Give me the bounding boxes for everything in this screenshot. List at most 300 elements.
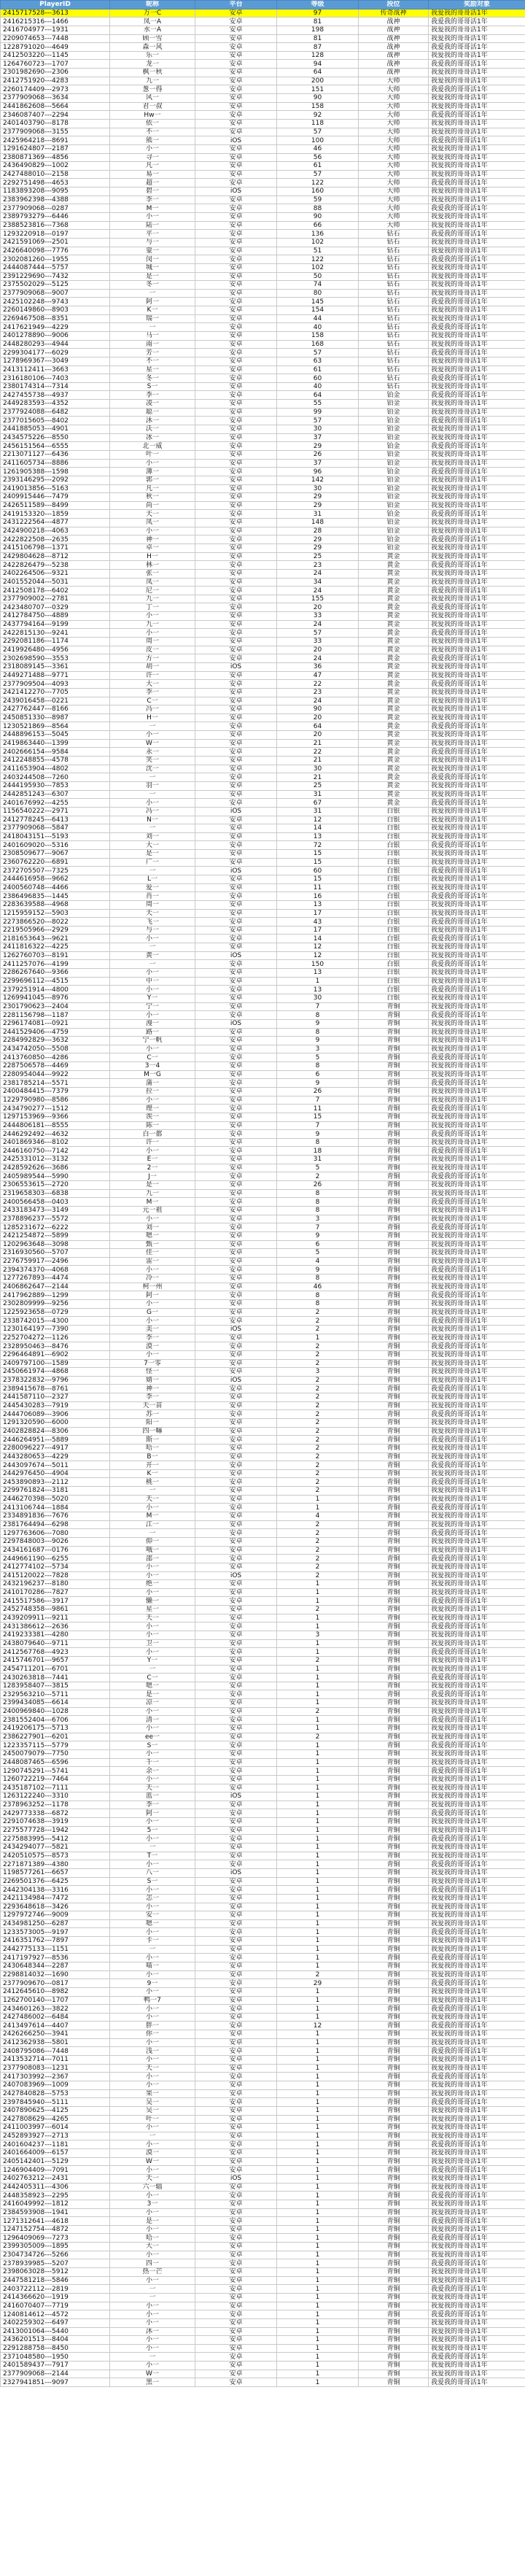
nickname-cell[interactable]: 叶一	[110, 2115, 195, 2124]
player-id-cell[interactable]: 1297153969---9366	[1, 1113, 110, 1121]
nickname-cell[interactable]: T一	[110, 1852, 195, 1860]
level-cell[interactable]: 30	[277, 994, 359, 1002]
reward-cell[interactable]: 我爱我的哥哥活1年	[429, 476, 525, 484]
reward-cell[interactable]: 我爱我的哥哥活1年	[429, 2106, 525, 2115]
player-id-cell[interactable]: 2443097674---5011	[1, 1461, 110, 1470]
nickname-cell[interactable]: 陈一	[110, 1121, 195, 1130]
platform-cell[interactable]: 安卓	[195, 561, 277, 570]
nickname-cell[interactable]: 一	[110, 943, 195, 952]
player-id-cell[interactable]: 2269501376---6425	[1, 1877, 110, 1886]
reward-cell[interactable]: 我爱我的哥哥活1年	[429, 1410, 525, 1419]
nickname-cell[interactable]: 胡一	[110, 662, 195, 671]
reward-cell[interactable]: 我爱我的哥哥活1年	[429, 629, 525, 638]
rank-cell[interactable]: 青铜	[359, 1436, 429, 1444]
level-cell[interactable]: 1	[277, 2378, 359, 2387]
nickname-cell[interactable]: M一G	[110, 1070, 195, 1079]
platform-cell[interactable]: 安卓	[195, 1919, 277, 1928]
nickname-cell[interactable]: 丁一	[110, 603, 195, 612]
nickname-cell[interactable]: 超一	[110, 179, 195, 187]
rank-cell[interactable]: 青铜	[359, 1359, 429, 1368]
rank-cell[interactable]: 青铜	[359, 1529, 429, 1538]
reward-cell[interactable]: 我爱我的哥哥活1年	[429, 1172, 525, 1181]
nickname-cell[interactable]: 一	[110, 790, 195, 799]
nickname-cell[interactable]: 开一	[110, 1461, 195, 1470]
reward-cell[interactable]: 我爱我的哥哥活1年	[429, 1019, 525, 1028]
player-id-cell[interactable]: 2412567768---4923	[1, 1648, 110, 1657]
nickname-cell[interactable]: S一	[110, 1741, 195, 1750]
nickname-cell[interactable]: 顾一雪	[110, 34, 195, 43]
platform-cell[interactable]: 安卓	[195, 2310, 277, 2319]
reward-cell[interactable]: 我爱我的哥哥活1年	[429, 2217, 525, 2226]
player-id-cell[interactable]: 1198577261---6657	[1, 1868, 110, 1877]
platform-cell[interactable]: 安卓	[195, 314, 277, 323]
platform-cell[interactable]: 安卓	[195, 1826, 277, 1835]
platform-cell[interactable]: 安卓	[195, 69, 277, 77]
rank-cell[interactable]: 青铜	[359, 1266, 429, 1275]
rank-cell[interactable]: 青铜	[359, 1809, 429, 1818]
level-cell[interactable]: 1	[277, 2140, 359, 2149]
level-cell[interactable]: 1	[277, 1945, 359, 1954]
platform-cell[interactable]: 安卓	[195, 1053, 277, 1062]
col-header-rank[interactable]: 段位	[359, 1, 429, 9]
reward-cell[interactable]: 我爱我的哥哥活1年	[429, 2378, 525, 2387]
nickname-cell[interactable]: 小一	[110, 2192, 195, 2200]
reward-cell[interactable]: 我爱我的哥哥活1年	[429, 1945, 525, 1954]
player-id-cell[interactable]: 2415746701---9657	[1, 1656, 110, 1665]
platform-cell[interactable]: 安卓	[195, 1342, 277, 1351]
nickname-cell[interactable]: 漠一	[110, 2149, 195, 2158]
player-id-cell[interactable]: 1278969367---3049	[1, 357, 110, 365]
platform-cell[interactable]: 安卓	[195, 2251, 277, 2259]
reward-cell[interactable]: 我爱我的哥哥活1年	[429, 527, 525, 535]
nickname-cell[interactable]: 路一	[110, 1028, 195, 1037]
reward-cell[interactable]: 我爱我的哥哥活1年	[429, 221, 525, 230]
reward-cell[interactable]: 我爱我的哥哥活1年	[429, 603, 525, 612]
player-id-cell[interactable]: 2280954044---9922	[1, 1070, 110, 1079]
platform-cell[interactable]: 安卓	[195, 629, 277, 638]
nickname-cell[interactable]: 四一	[110, 2259, 195, 2268]
platform-cell[interactable]: 安卓	[195, 77, 277, 85]
player-id-cell[interactable]: 2401609020---5316	[1, 841, 110, 850]
rank-cell[interactable]: 青铜	[359, 1368, 429, 1377]
player-id-cell[interactable]: 2219505966---2929	[1, 926, 110, 935]
rank-cell[interactable]: 白银	[359, 900, 429, 909]
platform-cell[interactable]: 安卓	[195, 2378, 277, 2387]
player-id-cell[interactable]: 2450851330---8987	[1, 713, 110, 722]
nickname-cell[interactable]: 蒲一	[110, 1079, 195, 1088]
col-header-platform[interactable]: 平台	[195, 1, 277, 9]
col-header-reward[interactable]: 奖励对象	[429, 1, 525, 9]
level-cell[interactable]: 20	[277, 603, 359, 612]
level-cell[interactable]: 154	[277, 306, 359, 315]
nickname-cell[interactable]: 星一	[110, 1606, 195, 1614]
platform-cell[interactable]: 安卓	[195, 2157, 277, 2166]
rank-cell[interactable]: 青铜	[359, 2047, 429, 2056]
rank-cell[interactable]: 青铜	[359, 2318, 429, 2327]
nickname-cell[interactable]: 一	[110, 2353, 195, 2362]
reward-cell[interactable]: 我爱我的哥哥活1年	[429, 382, 525, 391]
rank-cell[interactable]: 青铜	[359, 1919, 429, 1928]
platform-cell[interactable]: 安卓	[195, 1622, 277, 1631]
player-id-cell[interactable]: 2436201513---8404	[1, 2336, 110, 2345]
platform-cell[interactable]: 安卓	[195, 1393, 277, 1402]
rank-cell[interactable]: 钻石	[359, 247, 429, 255]
rank-cell[interactable]: 青铜	[359, 1597, 429, 1606]
nickname-cell[interactable]: 笑一	[110, 757, 195, 765]
level-cell[interactable]: 2	[277, 1385, 359, 1393]
rank-cell[interactable]: 青铜	[359, 1325, 429, 1334]
level-cell[interactable]: 1	[277, 2175, 359, 2184]
platform-cell[interactable]: 安卓	[195, 1231, 277, 1240]
platform-cell[interactable]: 安卓	[195, 1368, 277, 1377]
reward-cell[interactable]: 我爱我的哥哥活1年	[429, 1725, 525, 1733]
reward-cell[interactable]: 我爱我的哥哥活1年	[429, 1223, 525, 1232]
platform-cell[interactable]: iOS	[195, 1571, 277, 1580]
rank-cell[interactable]: 青铜	[359, 2056, 429, 2065]
reward-cell[interactable]: 我爱我的哥哥活1年	[429, 331, 525, 340]
platform-cell[interactable]: 安卓	[195, 1775, 277, 1784]
nickname-cell[interactable]: 是一	[110, 1690, 195, 1699]
player-id-cell[interactable]: 2423480707---0329	[1, 603, 110, 612]
platform-cell[interactable]: 安卓	[195, 960, 277, 969]
player-id-cell[interactable]: 2380174314---7314	[1, 382, 110, 391]
player-id-cell[interactable]: 2434161687---0176	[1, 1546, 110, 1555]
player-id-cell[interactable]: 2421412270---7705	[1, 688, 110, 697]
player-id-cell[interactable]: 2377909068---5847	[1, 824, 110, 833]
reward-cell[interactable]: 我爱我的哥哥活1年	[429, 2293, 525, 2302]
rank-cell[interactable]: 青铜	[359, 1088, 429, 1096]
player-id-cell[interactable]: 2421134984---7472	[1, 1894, 110, 1903]
reward-cell[interactable]: 我爱我的哥哥活1年	[429, 2115, 525, 2124]
nickname-cell[interactable]: 阿一	[110, 1809, 195, 1818]
player-id-cell[interactable]: 2441862608---5664	[1, 102, 110, 111]
level-cell[interactable]: 29	[277, 493, 359, 502]
nickname-cell[interactable]: 5一	[110, 1826, 195, 1835]
rank-cell[interactable]: 青铜	[359, 1546, 429, 1555]
nickname-cell[interactable]: 蒙一	[110, 247, 195, 255]
nickname-cell[interactable]: 周一	[110, 900, 195, 909]
reward-cell[interactable]: 我爱我的哥哥活1年	[429, 1368, 525, 1377]
player-id-cell[interactable]: 2409797100---1589	[1, 1359, 110, 1368]
platform-cell[interactable]: 安卓	[195, 1690, 277, 1699]
rank-cell[interactable]: 白银	[359, 918, 429, 927]
nickname-cell[interactable]: N一	[110, 816, 195, 824]
nickname-cell[interactable]: 中一	[110, 977, 195, 986]
rank-cell[interactable]: 白银	[359, 951, 429, 960]
player-id-cell[interactable]: 2402828824---8306	[1, 1427, 110, 1436]
reward-cell[interactable]: 我爱我的哥哥活1年	[429, 1903, 525, 1911]
rank-cell[interactable]: 黄金	[359, 578, 429, 587]
rank-cell[interactable]: 青铜	[359, 1826, 429, 1835]
reward-cell[interactable]: 我爱我的哥哥活1年	[429, 263, 525, 272]
player-id-cell[interactable]: 2275883995---5412	[1, 1835, 110, 1844]
level-cell[interactable]: 29	[277, 442, 359, 451]
level-cell[interactable]: 66	[277, 221, 359, 230]
reward-cell[interactable]: 我爱我的哥哥活1年	[429, 1937, 525, 1946]
level-cell[interactable]: 31	[277, 790, 359, 799]
level-cell[interactable]: 9	[277, 1019, 359, 1028]
player-id-cell[interactable]: 1290745291---5741	[1, 1767, 110, 1776]
level-cell[interactable]: 57	[277, 128, 359, 136]
platform-cell[interactable]: 安卓	[195, 1674, 277, 1682]
player-id-cell[interactable]: 2296464891---6902	[1, 1350, 110, 1359]
level-cell[interactable]: 96	[277, 468, 359, 476]
nickname-cell[interactable]: 周一	[110, 638, 195, 646]
rank-cell[interactable]: 铂金	[359, 442, 429, 451]
nickname-cell[interactable]: 一	[110, 289, 195, 298]
reward-cell[interactable]: 我爱我的哥哥活1年	[429, 349, 525, 357]
reward-cell[interactable]: 我爱我的哥哥活1年	[429, 892, 525, 901]
player-id-cell[interactable]: 2377909068---9007	[1, 289, 110, 298]
reward-cell[interactable]: 我爱我的哥哥活1年	[429, 374, 525, 383]
rank-cell[interactable]: 钻石	[359, 272, 429, 281]
nickname-cell[interactable]: 你一	[110, 2030, 195, 2039]
player-id-cell[interactable]: 2427762447---8166	[1, 705, 110, 714]
level-cell[interactable]: 8	[277, 1300, 359, 1309]
platform-cell[interactable]: 安卓	[195, 484, 277, 493]
player-id-cell[interactable]: 2377909068---0287	[1, 204, 110, 213]
level-cell[interactable]: 1	[277, 2344, 359, 2353]
level-cell[interactable]: 7	[277, 1096, 359, 1105]
nickname-cell[interactable]: 嗯一	[110, 1919, 195, 1928]
nickname-cell[interactable]: 与一	[110, 926, 195, 935]
reward-cell[interactable]: 我爱我的哥哥活1年	[429, 1758, 525, 1767]
reward-cell[interactable]: 我爱我的哥哥活1年	[429, 2362, 525, 2370]
platform-cell[interactable]: 安卓	[195, 323, 277, 332]
player-id-cell[interactable]: 2427808629---4265	[1, 2115, 110, 2124]
level-cell[interactable]: 1	[277, 2030, 359, 2039]
reward-cell[interactable]: 我爱我的哥哥活1年	[429, 162, 525, 171]
nickname-cell[interactable]: 小一	[110, 1970, 195, 1979]
level-cell[interactable]: 61	[277, 162, 359, 171]
level-cell[interactable]: 1	[277, 2310, 359, 2319]
player-id-cell[interactable]: 2445430283---7919	[1, 1401, 110, 1410]
level-cell[interactable]: 1	[277, 1996, 359, 2005]
reward-cell[interactable]: 我爱我的哥哥活1年	[429, 1555, 525, 1563]
reward-cell[interactable]: 我爱我的哥哥活1年	[429, 646, 525, 654]
nickname-cell[interactable]: 绝一	[110, 1580, 195, 1589]
platform-cell[interactable]: 安卓	[195, 60, 277, 69]
reward-cell[interactable]: 我爱我的哥哥活1年	[429, 2098, 525, 2107]
nickname-cell[interactable]: 大一	[110, 680, 195, 689]
level-cell[interactable]: 8	[277, 1028, 359, 1037]
level-cell[interactable]: 1	[277, 1682, 359, 1690]
platform-cell[interactable]: 安卓	[195, 926, 277, 935]
level-cell[interactable]: 1	[277, 1725, 359, 1733]
reward-cell[interactable]: 我爱我的哥哥活1年	[429, 417, 525, 425]
reward-cell[interactable]: 我爱我的哥哥活1年	[429, 357, 525, 365]
platform-cell[interactable]: 安卓	[195, 162, 277, 171]
player-id-cell[interactable]: 2299304177---6029	[1, 349, 110, 357]
level-cell[interactable]: 29	[277, 501, 359, 510]
level-cell[interactable]: 57	[277, 629, 359, 638]
nickname-cell[interactable]: 沐一	[110, 417, 195, 425]
rank-cell[interactable]: 青铜	[359, 2285, 429, 2294]
player-id-cell[interactable]: 2442851243---6307	[1, 790, 110, 799]
level-cell[interactable]: 1	[277, 977, 359, 986]
platform-cell[interactable]: 安卓	[195, 26, 277, 34]
platform-cell[interactable]: 安卓	[195, 2268, 277, 2277]
level-cell[interactable]: 2	[277, 1325, 359, 1334]
reward-cell[interactable]: 我爱我的哥哥活1年	[429, 2056, 525, 2065]
reward-cell[interactable]: 我爱我的哥哥活1年	[429, 1427, 525, 1436]
level-cell[interactable]: 1	[277, 1903, 359, 1911]
rank-cell[interactable]: 青铜	[359, 2362, 429, 2370]
rank-cell[interactable]: 黄金	[359, 739, 429, 748]
nickname-cell[interactable]: 北一威	[110, 442, 195, 451]
player-id-cell[interactable]: 2449661190---6255	[1, 1555, 110, 1563]
reward-cell[interactable]: 我爱我的哥哥活1年	[429, 1334, 525, 1342]
nickname-cell[interactable]: 小一	[110, 2318, 195, 2327]
reward-cell[interactable]: 我爱我的哥哥活1年	[429, 1775, 525, 1784]
nickname-cell[interactable]: 小一	[110, 2081, 195, 2089]
reward-cell[interactable]: 我爱我的哥哥活1年	[429, 688, 525, 697]
reward-cell[interactable]: 我爱我的哥哥活1年	[429, 9, 525, 18]
level-cell[interactable]: 9	[277, 1037, 359, 1045]
level-cell[interactable]: 168	[277, 340, 359, 349]
nickname-cell[interactable]: 理一	[110, 1105, 195, 1113]
rank-cell[interactable]: 白银	[359, 986, 429, 994]
reward-cell[interactable]: 我爱我的哥哥活1年	[429, 1877, 525, 1886]
player-id-cell[interactable]: 2418043151---5193	[1, 832, 110, 841]
player-id-cell[interactable]: 2297848003---9026	[1, 1537, 110, 1546]
player-id-cell[interactable]: 2308509677---9067	[1, 850, 110, 859]
platform-cell[interactable]: 安卓	[195, 1257, 277, 1266]
platform-cell[interactable]: 安卓	[195, 1852, 277, 1860]
rank-cell[interactable]: 黄金	[359, 697, 429, 705]
player-id-cell[interactable]: 1263122240---3310	[1, 1792, 110, 1801]
nickname-cell[interactable]: 刘一	[110, 1223, 195, 1232]
reward-cell[interactable]: 我爱我的哥哥活1年	[429, 1453, 525, 1461]
level-cell[interactable]: 1	[277, 2276, 359, 2285]
nickname-cell[interactable]: 天一	[110, 510, 195, 519]
reward-cell[interactable]: 我爱我的哥哥活1年	[429, 986, 525, 994]
level-cell[interactable]: 14	[277, 935, 359, 943]
rank-cell[interactable]: 青铜	[359, 1792, 429, 1801]
nickname-cell[interactable]: 森一风	[110, 43, 195, 52]
platform-cell[interactable]: 安卓	[195, 1130, 277, 1139]
rank-cell[interactable]: 青铜	[359, 1987, 429, 1996]
platform-cell[interactable]: 安卓	[195, 552, 277, 561]
reward-cell[interactable]: 我爱我的哥哥活1年	[429, 595, 525, 603]
level-cell[interactable]: 33	[277, 612, 359, 621]
reward-cell[interactable]: 我爱我的哥哥活1年	[429, 620, 525, 629]
nickname-cell[interactable]: 吴一	[110, 2106, 195, 2115]
reward-cell[interactable]: 我爱我的哥哥活1年	[429, 111, 525, 120]
platform-cell[interactable]: iOS	[195, 1325, 277, 1334]
rank-cell[interactable]: 钻石	[359, 314, 429, 323]
rank-cell[interactable]: 黄金	[359, 654, 429, 663]
level-cell[interactable]: 2	[277, 1546, 359, 1555]
rank-cell[interactable]: 青铜	[359, 1835, 429, 1844]
rank-cell[interactable]: 青铜	[359, 1427, 429, 1436]
nickname-cell[interactable]: 九一	[110, 595, 195, 603]
nickname-cell[interactable]: 不一	[110, 357, 195, 365]
platform-cell[interactable]: 安卓	[195, 1835, 277, 1844]
reward-cell[interactable]: 我爱我的哥哥活1年	[429, 2268, 525, 2277]
rank-cell[interactable]: 青铜	[359, 1954, 429, 1962]
rank-cell[interactable]: 青铜	[359, 1181, 429, 1190]
rank-cell[interactable]: 青铜	[359, 1844, 429, 1852]
reward-cell[interactable]: 我爱我的哥哥活1年	[429, 1844, 525, 1852]
nickname-cell[interactable]: 尚一	[110, 501, 195, 510]
nickname-cell[interactable]: 美一	[110, 1325, 195, 1334]
level-cell[interactable]: 30	[277, 425, 359, 434]
level-cell[interactable]: 1	[277, 1580, 359, 1589]
platform-cell[interactable]: 安卓	[195, 408, 277, 417]
player-id-cell[interactable]: 2416070407---7719	[1, 2302, 110, 2310]
rank-cell[interactable]: 青铜	[359, 1733, 429, 1741]
nickname-cell[interactable]: 方一	[110, 654, 195, 663]
nickname-cell[interactable]: 甄一	[110, 1240, 195, 1249]
reward-cell[interactable]: 我爱我的哥哥活1年	[429, 731, 525, 740]
reward-cell[interactable]: 我爱我的哥哥活1年	[429, 1622, 525, 1631]
level-cell[interactable]: 31	[277, 807, 359, 816]
platform-cell[interactable]: 安卓	[195, 2106, 277, 2115]
level-cell[interactable]: 24	[277, 587, 359, 595]
player-id-cell[interactable]: 2402264506---9321	[1, 569, 110, 578]
nickname-cell[interactable]: 冷一	[110, 1275, 195, 1283]
rank-cell[interactable]: 青铜	[359, 1741, 429, 1750]
player-id-cell[interactable]: 2427840828---5753	[1, 2089, 110, 2098]
platform-cell[interactable]: 安卓	[195, 1767, 277, 1776]
platform-cell[interactable]: 安卓	[195, 587, 277, 595]
player-id-cell[interactable]: 2276759917---2496	[1, 1257, 110, 1266]
player-id-cell[interactable]: 2306553615---2720	[1, 1181, 110, 1190]
reward-cell[interactable]: 我爱我的哥哥活1年	[429, 561, 525, 570]
nickname-cell[interactable]: 凤一	[110, 578, 195, 587]
level-cell[interactable]: 11	[277, 883, 359, 892]
platform-cell[interactable]: 安卓	[195, 824, 277, 833]
reward-cell[interactable]: 我爱我的哥哥活1年	[429, 1818, 525, 1827]
platform-cell[interactable]: 安卓	[195, 111, 277, 120]
platform-cell[interactable]: 安卓	[195, 875, 277, 883]
nickname-cell[interactable]: 冯一	[110, 807, 195, 816]
player-id-cell[interactable]: 2405142401---5129	[1, 2157, 110, 2166]
rank-cell[interactable]: 大师	[359, 102, 429, 111]
nickname-cell[interactable]: 冯一	[110, 705, 195, 714]
col-header-player-id[interactable]: PlayerID	[1, 1, 110, 9]
reward-cell[interactable]: 我爱我的哥哥活1年	[429, 535, 525, 544]
level-cell[interactable]: 1	[277, 1784, 359, 1792]
player-id-cell[interactable]: 2409915446---7479	[1, 493, 110, 502]
rank-cell[interactable]: 青铜	[359, 1206, 429, 1215]
nickname-cell[interactable]: 易一	[110, 170, 195, 179]
player-id-cell[interactable]: 2439016458---0221	[1, 697, 110, 705]
nickname-cell[interactable]: 与一	[110, 238, 195, 247]
player-id-cell[interactable]: 2434790277---1512	[1, 1105, 110, 1113]
rank-cell[interactable]: 大师	[359, 204, 429, 213]
platform-cell[interactable]: 安卓	[195, 374, 277, 383]
reward-cell[interactable]: 我爱我的哥哥活1年	[429, 2327, 525, 2336]
reward-cell[interactable]: 我爱我的哥哥活1年	[429, 2234, 525, 2243]
player-id-cell[interactable]: 2413106744---1884	[1, 1504, 110, 1512]
nickname-cell[interactable]: 神一	[110, 535, 195, 544]
player-id-cell[interactable]: 2415106798---1371	[1, 544, 110, 553]
nickname-cell[interactable]: 神一	[110, 1385, 195, 1393]
platform-cell[interactable]: 安卓	[195, 357, 277, 365]
level-cell[interactable]: 12	[277, 2022, 359, 2030]
level-cell[interactable]: 8	[277, 1291, 359, 1300]
nickname-cell[interactable]: 佳一	[110, 1249, 195, 1258]
nickname-cell[interactable]: 小一	[110, 2124, 195, 2132]
platform-cell[interactable]: 安卓	[195, 1037, 277, 1045]
reward-cell[interactable]: 我爱我的哥哥活1年	[429, 1801, 525, 1809]
player-id-cell[interactable]: 2444806181---8555	[1, 1121, 110, 1130]
rank-cell[interactable]: 青铜	[359, 1648, 429, 1657]
player-id-cell[interactable]: 2381785214---5571	[1, 1079, 110, 1088]
reward-cell[interactable]: 我爱我的哥哥活1年	[429, 1385, 525, 1393]
